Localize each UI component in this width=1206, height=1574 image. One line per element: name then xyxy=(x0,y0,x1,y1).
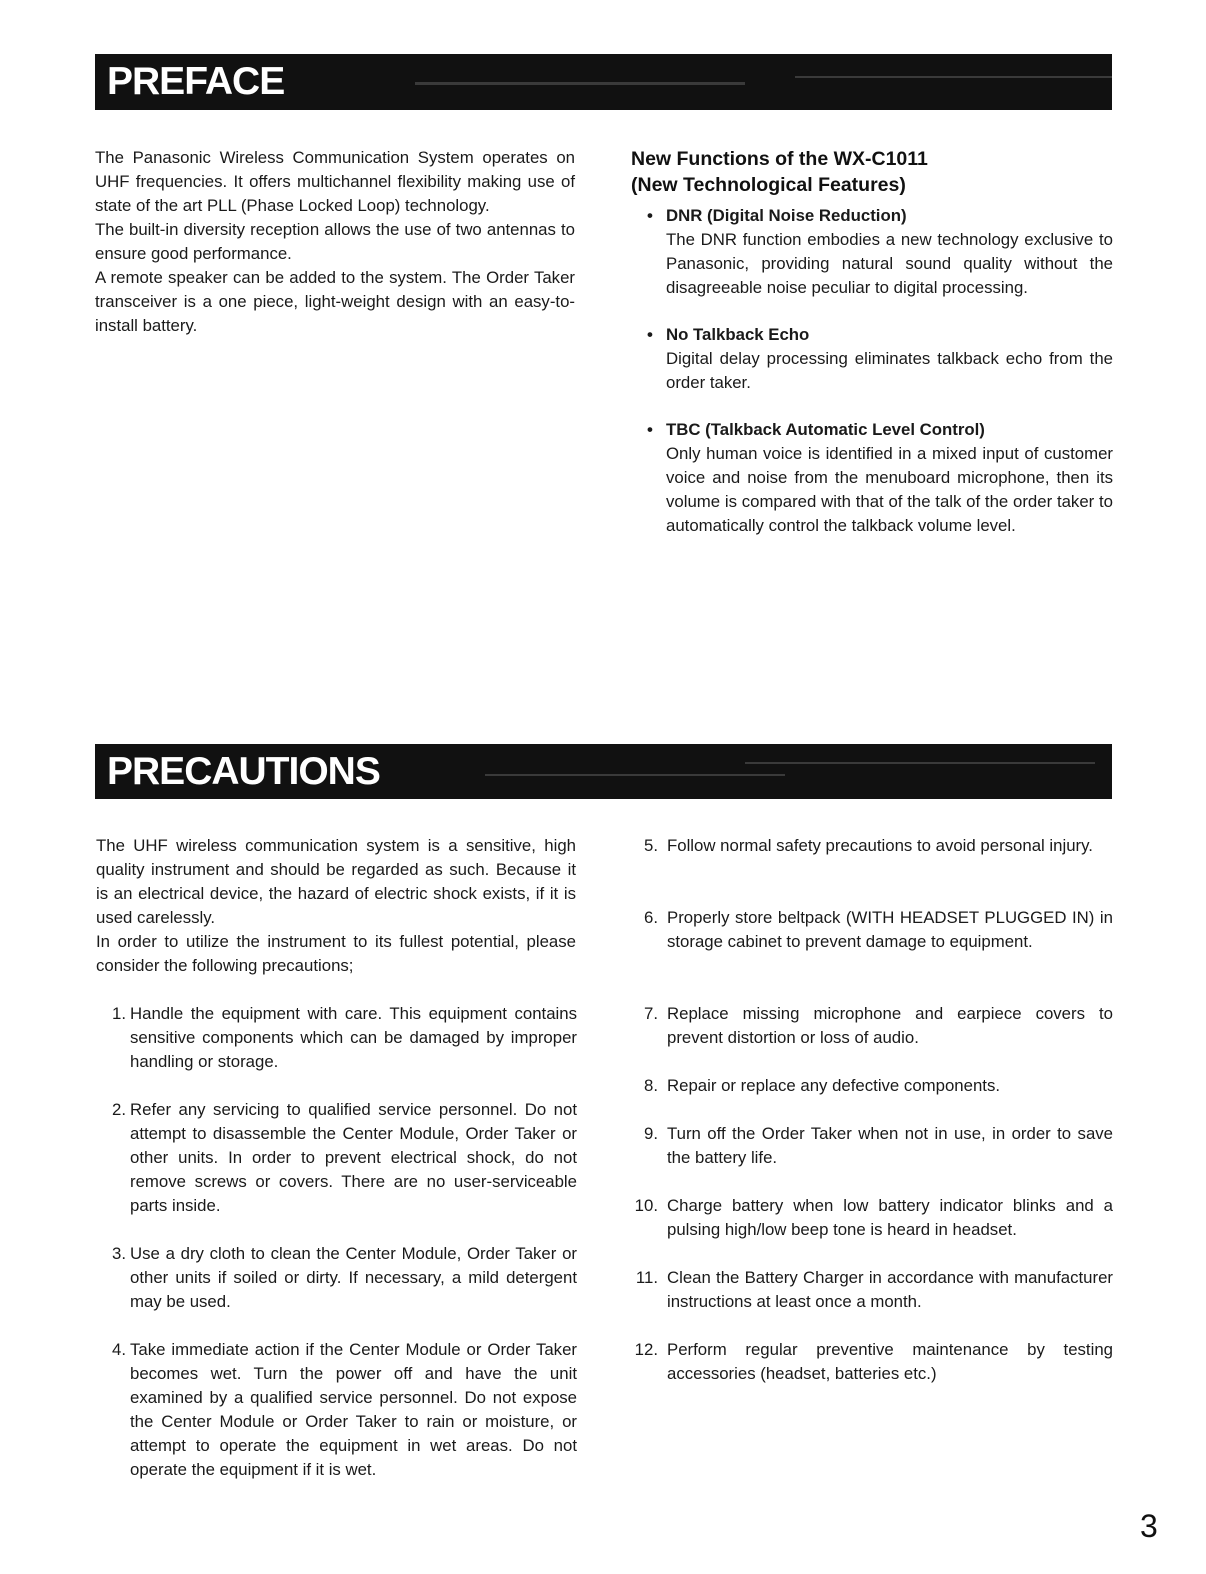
precaution-item xyxy=(100,1338,577,1482)
feature-dnr xyxy=(631,204,1113,300)
feature-title: TBC (Talkback Automatic Level Control) xyxy=(666,420,985,439)
feature-no-talkback-echo xyxy=(631,323,1113,395)
bullet-icon: • xyxy=(647,420,653,439)
precaution-item xyxy=(630,834,1113,858)
bullet-icon: • xyxy=(647,206,653,225)
banner-texture xyxy=(415,82,745,85)
preface-title: PREFACE xyxy=(107,60,285,103)
item-number: 2. xyxy=(112,1100,126,1119)
precaution-item xyxy=(630,1002,1113,1050)
item-number: 4. xyxy=(112,1340,126,1359)
item-text: Follow normal safety precautions to avoid personal injury. xyxy=(667,836,1093,855)
preface-paragraph: A remote speaker can be added to the system. The Order Taker transceiver is a one piece, light-weight design with an easy-to-install battery. xyxy=(95,268,575,335)
item-text: Perform regular preventive maintenance by testing accessories (headset, batteries etc.) xyxy=(667,1340,1113,1383)
item-number: 7. xyxy=(644,1004,658,1023)
precaution-item xyxy=(630,906,1113,954)
item-number: 6. xyxy=(644,908,658,927)
item-text: Refer any servicing to qualified service personnel. Do not attempt to disassemble the Center Module, Order Taker or other units. In order to prevent electrical shock, do not remove screws or covers. There are no user-serviceable parts inside. xyxy=(130,1100,577,1215)
precaution-item xyxy=(630,1338,1113,1386)
precaution-item xyxy=(630,1266,1113,1314)
item-text: Replace missing microphone and earpiece covers to prevent distortion or loss of audio. xyxy=(667,1004,1113,1047)
banner-texture xyxy=(485,774,785,776)
item-text: Use a dry cloth to clean the Center Module, Order Taker or other units if soiled or dirty. If necessary, a mild detergent may be used. xyxy=(130,1244,577,1311)
item-text: Clean the Battery Charger in accordance with manufacturer instructions at least once a month. xyxy=(667,1268,1113,1311)
precaution-item xyxy=(100,1242,577,1314)
heading-line-2: (New Technological Features) xyxy=(631,174,906,196)
preface-body xyxy=(95,146,575,338)
item-text: Properly store beltpack (WITH HEADSET PLUGGED IN) in storage cabinet to prevent damage to equipment. xyxy=(667,908,1113,951)
precaution-item xyxy=(100,1098,577,1218)
feature-text: The DNR function embodies a new technology exclusive to Panasonic, providing natural sound quality without the disagreeable noise peculiar to digital processing. xyxy=(666,230,1113,297)
precaution-item xyxy=(630,1194,1113,1242)
intro-paragraph: The UHF wireless communication system is a sensitive, high quality instrument and should be regarded as such. Because it is an electrical device, the hazard of electric shock exists, if it is used carelessly. xyxy=(96,836,576,927)
item-text: Charge battery when low battery indicator blinks and a pulsing high/low beep tone is heard in headset. xyxy=(667,1196,1113,1239)
banner-texture xyxy=(745,762,1095,764)
item-number: 3. xyxy=(112,1244,126,1263)
item-text: Handle the equipment with care. This equipment contains sensitive components which can be damaged by improper handling or storage. xyxy=(130,1004,577,1071)
item-number: 10. xyxy=(634,1196,658,1215)
precaution-item xyxy=(630,1122,1113,1170)
item-number: 5. xyxy=(644,836,658,855)
feature-title: DNR (Digital Noise Reduction) xyxy=(666,206,907,225)
item-text: Take immediate action if the Center Module or Order Taker becomes wet. Turn the power off and have the unit examined by a qualified service personnel. Do not expose the Center Module or Order Taker to rain or moisture, or attempt to operate the equipment in wet areas. Do not operate the equipment if it is wet. xyxy=(130,1340,577,1479)
feature-text: Only human voice is identified in a mixed input of customer voice and noise from the menuboard microphone, then its volume is compared with that of the talk of the order taker to automatically control the talkback volume level. xyxy=(666,444,1113,535)
preface-paragraph: The Panasonic Wireless Communication System operates on UHF frequencies. It offers multichannel flexibility making use of state of the art PLL (Phase Locked Loop) technology. xyxy=(95,148,575,215)
item-number: 12. xyxy=(634,1340,658,1359)
feature-text: Digital delay processing eliminates talkback echo from the order taker. xyxy=(666,349,1113,392)
precaution-item xyxy=(630,1074,1113,1098)
feature-tbc xyxy=(631,418,1113,538)
heading-line-1: New Functions of the WX-C1011 xyxy=(631,148,928,170)
precautions-banner xyxy=(95,744,1112,799)
precautions-intro xyxy=(96,834,576,978)
item-text: Turn off the Order Taker when not in use, in order to save the battery life. xyxy=(667,1124,1113,1167)
preface-banner xyxy=(95,54,1112,110)
precaution-item xyxy=(100,1002,577,1074)
page-number: 3 xyxy=(1140,1508,1158,1544)
item-number: 8. xyxy=(644,1076,658,1095)
new-functions-section xyxy=(631,146,1113,538)
preface-paragraph: The built-in diversity reception allows the use of two antennas to ensure good performance. xyxy=(95,220,575,263)
precautions-title: PRECAUTIONS xyxy=(107,750,380,793)
new-functions-heading xyxy=(631,146,1113,198)
intro-paragraph: In order to utilize the instrument to its fullest potential, please consider the following precautions; xyxy=(96,932,576,975)
item-number: 1. xyxy=(112,1004,126,1023)
feature-title: No Talkback Echo xyxy=(666,325,810,344)
item-number: 11. xyxy=(635,1268,658,1287)
bullet-icon: • xyxy=(647,325,653,344)
item-text: Repair or replace any defective components. xyxy=(667,1076,1001,1095)
banner-texture xyxy=(795,76,1112,78)
item-number: 9. xyxy=(644,1124,658,1143)
